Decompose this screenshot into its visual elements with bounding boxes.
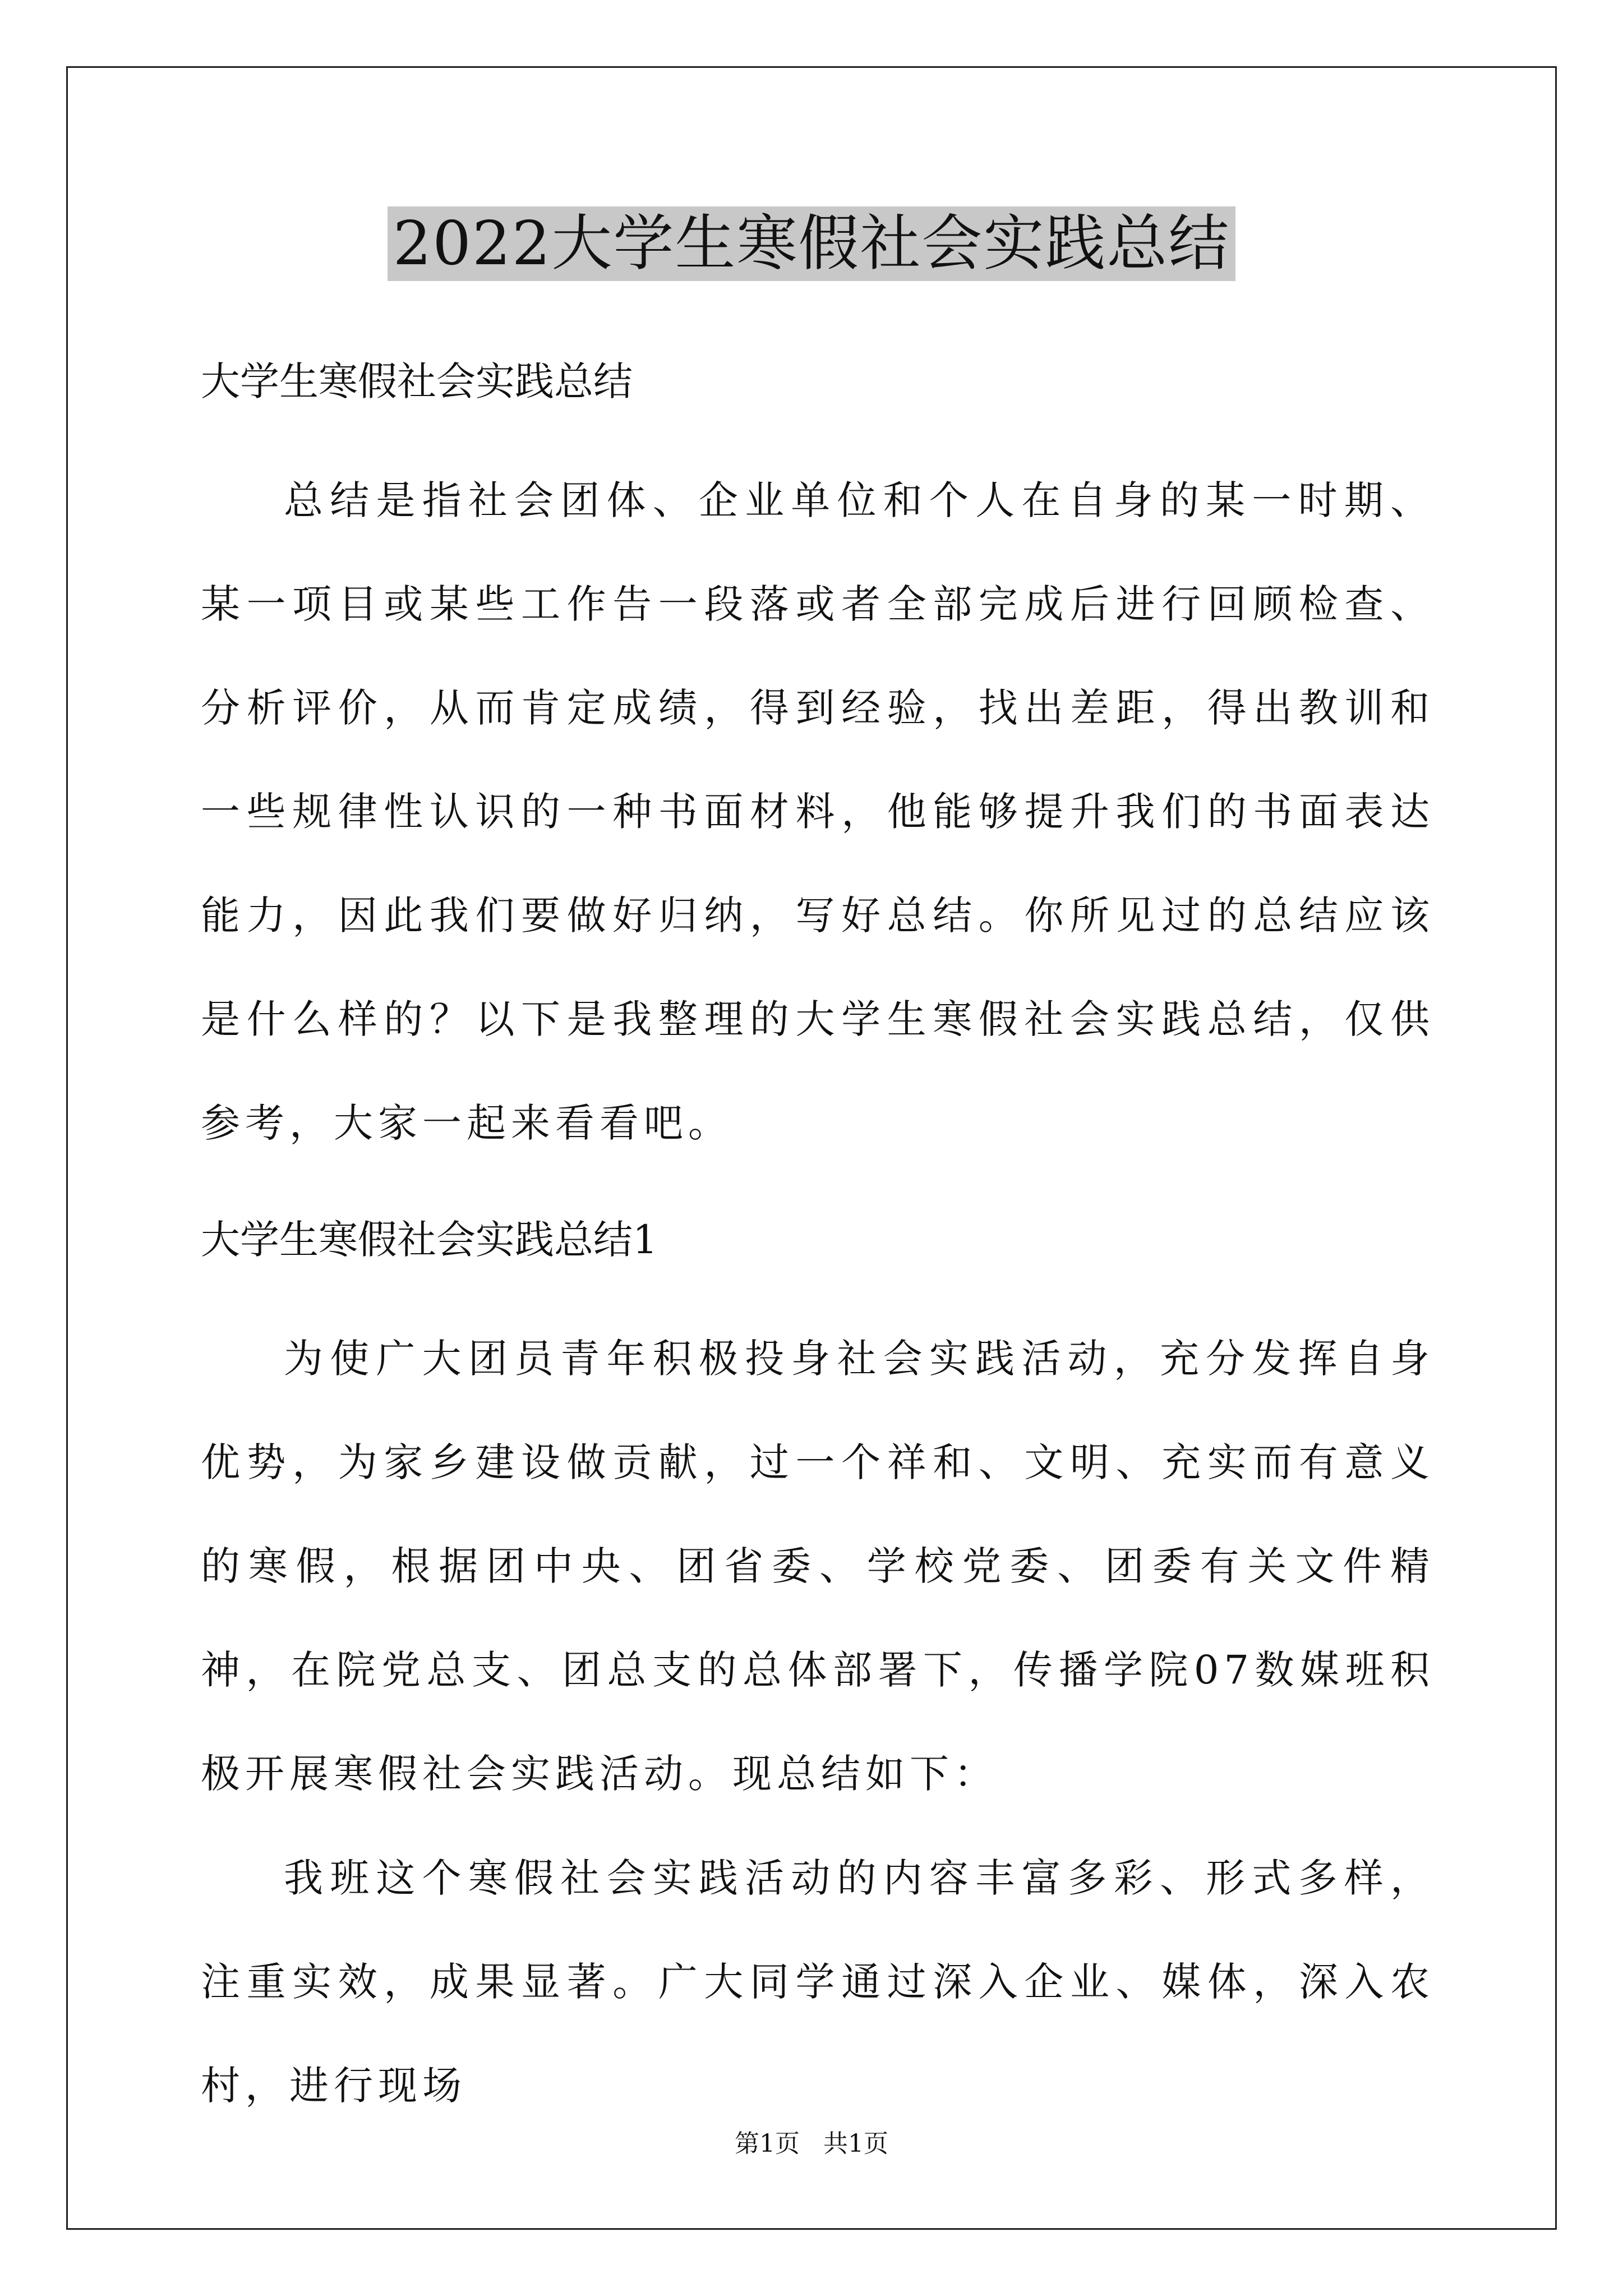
paragraph-1: 为使广大团员青年积极投身社会实践活动，充分发挥自身优势，为家乡建设做贡献，过一个祥和、文明、充实而有意义的寒假，根据团中央、团省委、学校党委、团委有关文件精神，在院党总支、团总支的总体部署下，传播学院07数媒班积极开展寒假社会实践活动。现总结如下： <box>201 1336 1435 1797</box>
intro-paragraph: 总结是指社会团体、企业单位和个人在自身的某一时期、某一项目或某些工作告一段落或者全部完成后进行回顾检查、分析评价，从而肯定成绩，得到经验，找出差距，得出教训和一些规律性认识的一种书面材料，他能够提升我们的书面表达能力，因此我们要做好归纳，写好总结。你所见过的总结应该是什么样的？以下是我整理的大学生寒假社会实践总结，仅供参考，大家一起来看看吧。 <box>201 477 1435 1146</box>
section-heading-1: 大学生寒假社会实践总结1 <box>201 1217 658 1263</box>
document-title-text: 2022大学生寒假社会实践总结 <box>388 206 1236 281</box>
page-footer: 第1页 共1页 <box>735 2129 888 2158</box>
paragraph-2: 我班这个寒假社会实践活动的内容丰富多彩、形式多样，注重实效，成果显著。广大同学通过深入企业、媒体，深入农村，进行现场 <box>201 1855 1435 2109</box>
document-title <box>0 202 1623 286</box>
section-heading-intro: 大学生寒假社会实践总结 <box>201 358 633 404</box>
